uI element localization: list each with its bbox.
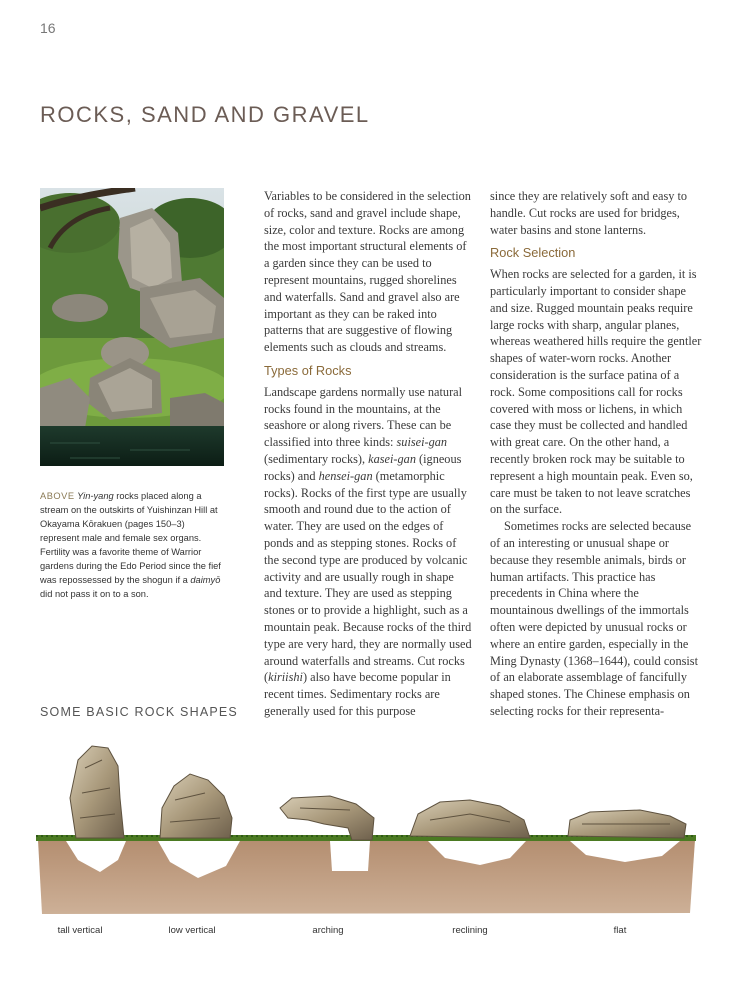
types-text-c: (igneous rocks) and <box>264 451 462 483</box>
photo-caption <box>40 489 226 601</box>
section-heading-rock-selection: Rock Selection <box>490 245 576 261</box>
term-suisei-gan: suisei-gan <box>396 435 448 450</box>
caption-term-yin-yang: Yin-yang <box>77 491 114 501</box>
label-reclining: reclining <box>452 925 488 936</box>
rock-shapes-illustration <box>30 738 700 918</box>
types-text-b: (sedimentary rocks), <box>264 451 369 466</box>
label-arching: arching <box>312 925 344 936</box>
label-tall-vertical: tall vertical <box>57 925 103 936</box>
types-paragraph <box>264 384 472 720</box>
term-kasei-gan: kasei-gan <box>368 451 416 466</box>
rock-low-vertical <box>160 774 232 838</box>
label-flat: flat <box>613 925 627 936</box>
rock-shapes-heading: SOME BASIC ROCK SHAPES <box>40 705 238 719</box>
text-column-2 <box>490 188 704 720</box>
selection-paragraph-1: When rocks are selected for a garden, it is particularly important to consider shape and size. Rugged mountain peaks require large rocks with sharp, angular planes, whereas weathered hills require the gentler shapes of water-worn rocks. Another consideration is the surface patina of a rock. Some compositions call for rocks covered with moss or lichens, in which case they must be collected and handled with great care. On the other hand, a recently broken rock may be suitable to represent a high mountain peak. Even so, care must be taken to not leave scratches on the surface. <box>490 267 702 517</box>
garden-photo <box>40 188 224 466</box>
label-low-vertical: low vertical <box>168 925 216 936</box>
hole-arching <box>330 841 370 871</box>
selection-paragraph-2: Sometimes rocks are selected because of an interesting or unusual shape or because they resemble animals, birds or human artifacts. This practice has precedents in China where the mountainous dwellings of the immortals often were depicted by unusual rocks or where an entire garden, especially in the Ming Dynasty (1368–1644), could consist of an elaborate assemblage of fancifully shaped stones. The Chinese emphasis on selecting rocks for their representa- <box>490 519 699 718</box>
rock-tall-vertical <box>70 746 124 838</box>
types-text-a: Landscape gardens normally use natural rocks found in the mountains, at the seashore or along rivers. These can be classified into three kinds: <box>264 384 463 450</box>
term-hensei-gan: hensei-gan <box>318 468 373 483</box>
caption-term-daimyo: daimyō <box>190 575 221 585</box>
intro-paragraph: Variables to be considered in the selection of rocks, sand and gravel include shape, size, color and texture. Rocks are among the most important structural elements of a garden since they can be used to represent mountains, rugged shorelines and waterfalls. Sand and gravel also are important as they can be raked into patterns that are suggestive of flowing elements such as clouds and streams. <box>264 189 471 355</box>
caption-lead: ABOVE <box>40 491 75 501</box>
term-kiriishi: kiriishi <box>268 670 303 685</box>
text-column-1 <box>264 188 472 720</box>
rock-arching <box>280 796 374 840</box>
page-number: 16 <box>40 20 56 36</box>
types-text-d: (metamorphic rocks). Rocks of the first type are usually smooth and round due to the action of water. They are used on the edges of ponds and as stepping stones. Rocks of the second type are produced by volcanic activity and are usually rough in shape and texture. They are used as stepping stones or to provide a highlight, such as a mountain peak. Because rocks of the third type are very hard, they are normally used around waterfalls and streams. Cut rocks ( <box>264 468 472 685</box>
types-text-e: ) also have become popular in recent times. Sedimentary rocks are generally used for this purpose <box>264 670 451 718</box>
page-title: ROCKS, SAND AND GRAVEL <box>40 102 370 127</box>
section-heading-types-of-rocks: Types of Rocks <box>264 362 352 378</box>
caption-text-a: rocks placed along a stream on the outskirts of Yuishinzan Hill at Okayama Kōrakuen (pages 150–3) represent male and female sex organs. Fertility was a favorite theme of Warrior gardens during the Edo Period since the fief was repossessed by the shogun if a <box>40 491 221 585</box>
continued-paragraph: since they are relatively soft and easy to handle. Cut rocks are used for bridges, water basins and stone lanterns. <box>490 189 688 237</box>
rock-reclining <box>410 800 530 838</box>
caption-text-b: did not pass it on to a son. <box>40 589 149 599</box>
